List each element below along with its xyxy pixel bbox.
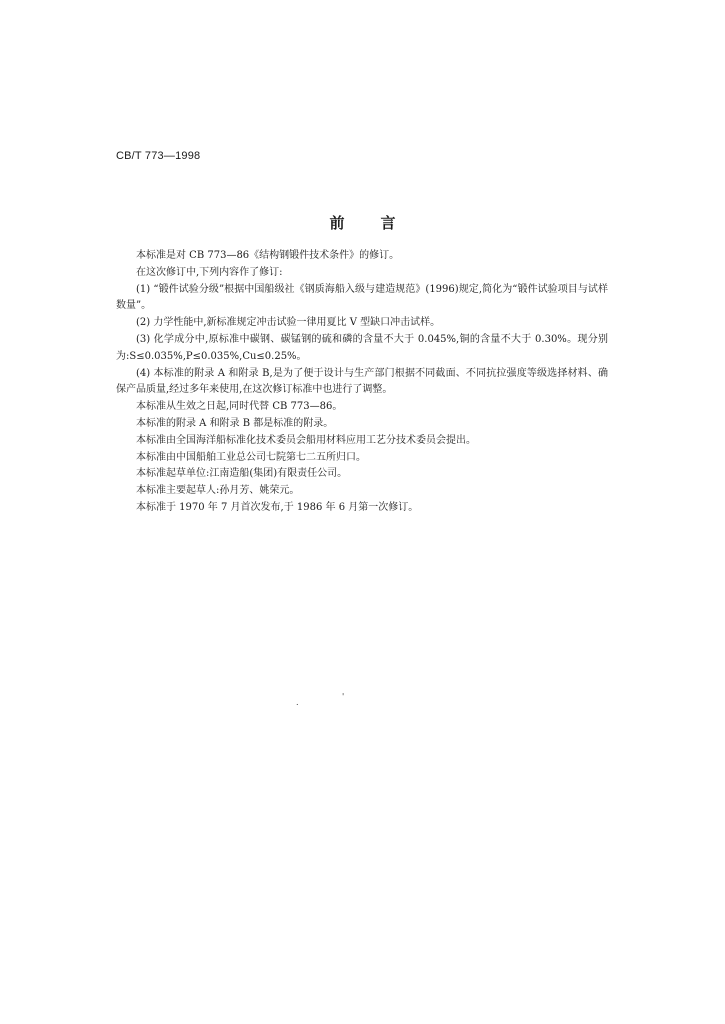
foreword-body [116,248,608,517]
paragraph: 本标准于 1970 年 7 月首次发布,于 1986 年 6 月第一次修订。 [136,501,419,513]
page-title [0,212,725,233]
title-char-1: 前 [329,214,345,232]
stray-mark: . [296,698,299,707]
paragraph: (4) 本标准的附录 A 和附录 B,是为了便于设计与生产部门根据不同截面、不同抗拉强度等级选择材料、确保产品质量,经过多年来使用,在这次修订标准中也进行了调整。 [116,367,608,396]
title-char-2: 言 [380,214,396,232]
paragraph: 本标准从生效之日起,同时代替 CB 773—86。 [136,401,343,413]
paragraph: (1) “锻件试验分级”根据中国船级社《钢质海船入级与建造规范》(1996)规定,简化为“锻件试验项目与试样数量”。 [116,283,608,312]
stray-mark: ' [342,692,345,701]
paragraph: 本标准的附录 A 和附录 B 都是标准的附录。 [136,417,334,429]
paragraph: (3) 化学成分中,原标准中碳钢、碳锰钢的硫和磷的含量不大于 0.045%,铜的含量不大于 0.30%。现分别为:S≤0.035%,P≤0.035%,Cu≤0.25%。 [116,333,608,362]
document-code: CB/T 773—1998 [116,150,201,162]
paragraph: 在这次修订中,下列内容作了修订: [136,266,283,278]
paragraph: (2) 力学性能中,新标准规定冲击试验一律用夏比 V 型缺口冲击试样。 [136,317,441,329]
paragraph: 本标准由全国海洋船标准化技术委员会船用材料应用工艺分技术委员会提出。 [136,434,476,446]
paragraph: 本标准起草单位:江南造船(集团)有限责任公司。 [136,468,348,480]
paragraph: 本标准是对 CB 773—86《结构钢锻件技术条件》的修订。 [136,250,400,261]
paragraph: 本标准主要起草人:孙月芳、姚荣元。 [136,485,300,497]
paragraph: 本标准由中国船舶工业总公司七院第七二五所归口。 [136,451,366,463]
